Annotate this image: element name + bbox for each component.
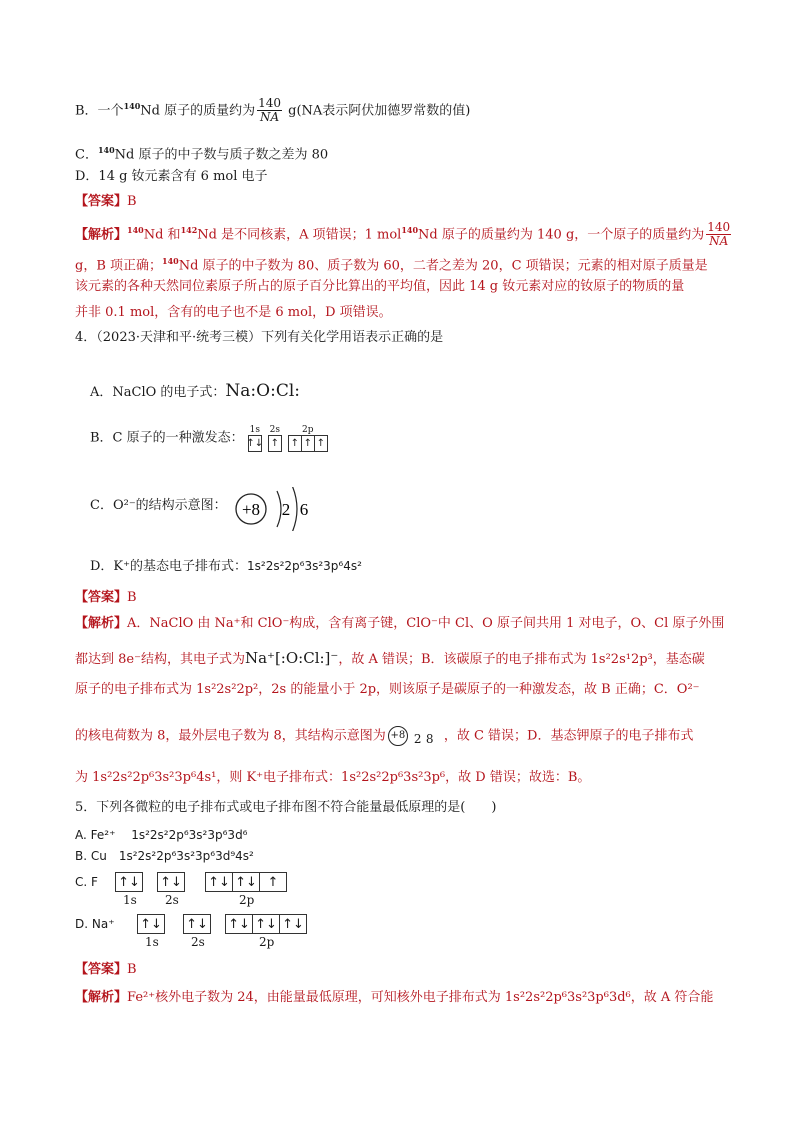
electron-formula: Na:O:Cl: bbox=[225, 381, 300, 401]
option-c: C．$^{140}$Nd 原子的中子数与质子数之差为 80 bbox=[75, 145, 329, 163]
q5-option-a: A. Fe²⁺ 1s²2s²2p⁶3s²3p⁶3d⁶ bbox=[75, 828, 248, 842]
fraction: $\frac{140}{NA}$ bbox=[258, 96, 282, 125]
explanation-1-line1: 【解析】$^{140}$Nd 和$^{142}$Nd 是不同核素，A 项错误；1 mol$^{140}$Nd 原子的质量约为 140 g，一个原子的质量约为 $\frac{140}{NA}$ bbox=[75, 220, 731, 249]
question-4-title: 4．（2023·天津和平·统考三模）下列有关化学用语表示正确的是 bbox=[75, 330, 444, 345]
q4-option-c: C．O²⁻的结构示意图： bbox=[90, 498, 227, 513]
explanation-2-line3: 原子的电子排布式为 1s²2s²2p²，2s 的能量小于 2p，则该原子是碳原子的一种激发态，故 B 正确；C．O²⁻ bbox=[75, 682, 700, 697]
q5-option-c: C. F ↑↓ 1s ↑↓ 2s ↑↓ ↑↓ ↑ 2p bbox=[75, 872, 115, 892]
shell-2-count: 6 bbox=[299, 500, 309, 519]
q4-option-a: A．NaClO 的电子式：Na:O:Cl: bbox=[90, 381, 300, 401]
explanation-1-line2: g，B 项正确；$^{140}$Nd 原子的中子数为 80、质子数为 60，二者之差为 20，C 项错误；元素的相对原子质量是 bbox=[75, 256, 708, 274]
orbital-diagram: 1s ↑↓ 2s ↑ 2p ↑ ↑ ↑ bbox=[248, 425, 328, 452]
question-5-title: 5．下列各微粒的电子排布式或电子排布图不符合能量最低原理的是( ) bbox=[75, 800, 497, 815]
q4-option-b: B．C 原子的一种激发态： 1s ↑↓ 2s ↑ 2p ↑ ↑ ↑ bbox=[90, 425, 328, 452]
q4-option-d: D．K⁺的基态电子排布式：1s²2s²2p⁶3s²3p⁶4s² bbox=[90, 559, 362, 574]
option-b: B．一个$^{140}$Nd 原子的质量约为 $\frac{140}{NA}$ g(NA表示阿伏加德罗常数的值) bbox=[75, 96, 471, 125]
mini-structure-diagram: +8 2 8 bbox=[386, 724, 444, 748]
explanation-2-line2: 都达到 8e⁻结构，其电子式为Na⁺[:O:Cl:]⁻，故 A 错误；B．该碳原子的电子排布式为 1s²2s¹2p³，基态碳 bbox=[75, 649, 705, 667]
explanation-2-line4: 的核电荷数为 8，最外层电子数为 8，其结构示意图为 +8 2 8 ，故 C 错误；D．基态钾原子的电子排布式 bbox=[75, 724, 693, 749]
explanation-1-line3: 该元素的各种天然同位素原子所占的原子百分比算出的平均值，因此 14 g 钕元素对应的钕原子的物质的量 bbox=[75, 279, 685, 294]
q5-option-b: B. Cu 1s²2s²2p⁶3s²3p⁶3d⁹4s² bbox=[75, 849, 254, 863]
nucleus-label: +8 bbox=[241, 500, 261, 519]
q5-option-d: D. Na⁺ ↑↓ 1s ↑↓ 2s ↑↓ ↑↓ ↑↓ 2p bbox=[75, 914, 135, 934]
answer-3: 【答案】B bbox=[75, 962, 137, 977]
explanation-1-line4: 并非 0.1 mol，含有的电子也不是 6 mol，D 项错误。 bbox=[75, 305, 392, 320]
structure-diagram bbox=[233, 487, 323, 531]
explanation-2-line1: 【解析】A．NaClO 由 Na⁺和 ClO⁻构成，含有离子键，ClO⁻中 Cl、O 原子间共用 1 对电子，O、Cl 原子外围 bbox=[75, 616, 725, 631]
answer-2: 【答案】B bbox=[75, 590, 137, 605]
answer-1: 【答案】B bbox=[75, 194, 137, 209]
option-d: D．14 g 钕元素含有 6 mol 电子 bbox=[75, 169, 268, 184]
shell-1-count: 2 bbox=[281, 500, 291, 519]
explanation-3-line1: 【解析】Fe²⁺核外电子数为 24，由能量最低原理，可知核外电子排布式为 1s²2s²2p⁶3s²3p⁶3d⁶，故 A 符合能 bbox=[75, 990, 714, 1005]
explanation-2-line5: 为 1s²2s²2p⁶3s²3p⁶4s¹，则 K⁺电子排布式：1s²2s²2p⁶3s²3p⁶，故 D 错误；故选：B。 bbox=[75, 770, 591, 785]
fraction: $\frac{140}{NA}$ bbox=[707, 220, 731, 249]
